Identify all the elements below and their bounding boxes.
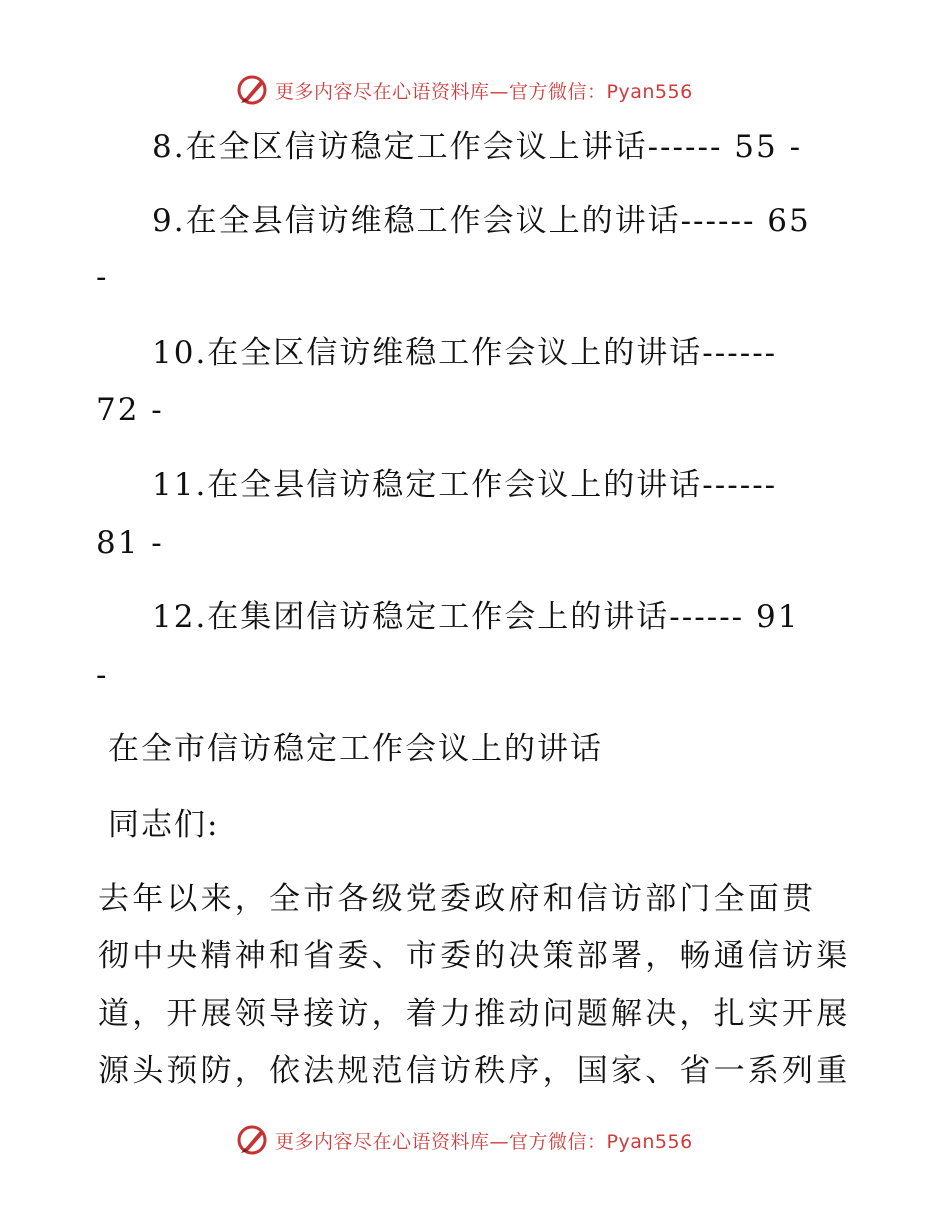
toc-entry-9: 9.在全县信访维稳工作会议上的讲话------ 65 — [152, 203, 811, 239]
speech-title: 在全市信访稳定工作会议上的讲话 — [108, 731, 603, 767]
toc-entry-10-page: 72 - — [96, 392, 164, 428]
toc-entry-12-page: - — [96, 657, 109, 693]
watermark-header — [235, 70, 755, 110]
paragraph-line-4: 源头预防，依法规范信访秩序，国家、省一系列重 — [98, 1053, 851, 1089]
toc-entry-11-page: 81 - — [96, 525, 164, 561]
watermark-text: 更多内容尽在心语资料库—官方微信：Pyan556 — [275, 1130, 693, 1153]
pen-logo-icon — [235, 1123, 269, 1157]
toc-entry-10: 10.在全区信访维稳工作会议上的讲话------ — [152, 335, 778, 371]
toc-entry-12: 12.在集团信访稳定工作会上的讲话------ 91 — [152, 599, 800, 635]
paragraph-line-2: 彻中央精神和省委、市委的决策部署，畅通信访渠 — [98, 938, 851, 974]
greeting: 同志们: — [108, 807, 220, 843]
watermark-text: 更多内容尽在心语资料库—官方微信：Pyan556 — [275, 80, 693, 103]
toc-entry-11: 11.在全县信访稳定工作会议上的讲话------ — [152, 467, 778, 503]
watermark-footer — [235, 1120, 755, 1160]
pen-logo-icon — [235, 73, 269, 107]
paragraph-line-3: 道，开展领导接访，着力推动问题解决，扎实开展 — [98, 996, 851, 1032]
toc-entry-8: 8.在全区信访稳定工作会议上讲话------ 55 - — [152, 129, 803, 165]
paragraph-line-1: 去年以来，全市各级党委政府和信访部门全面贯 — [98, 881, 817, 917]
toc-entry-9-page: - — [96, 259, 109, 295]
